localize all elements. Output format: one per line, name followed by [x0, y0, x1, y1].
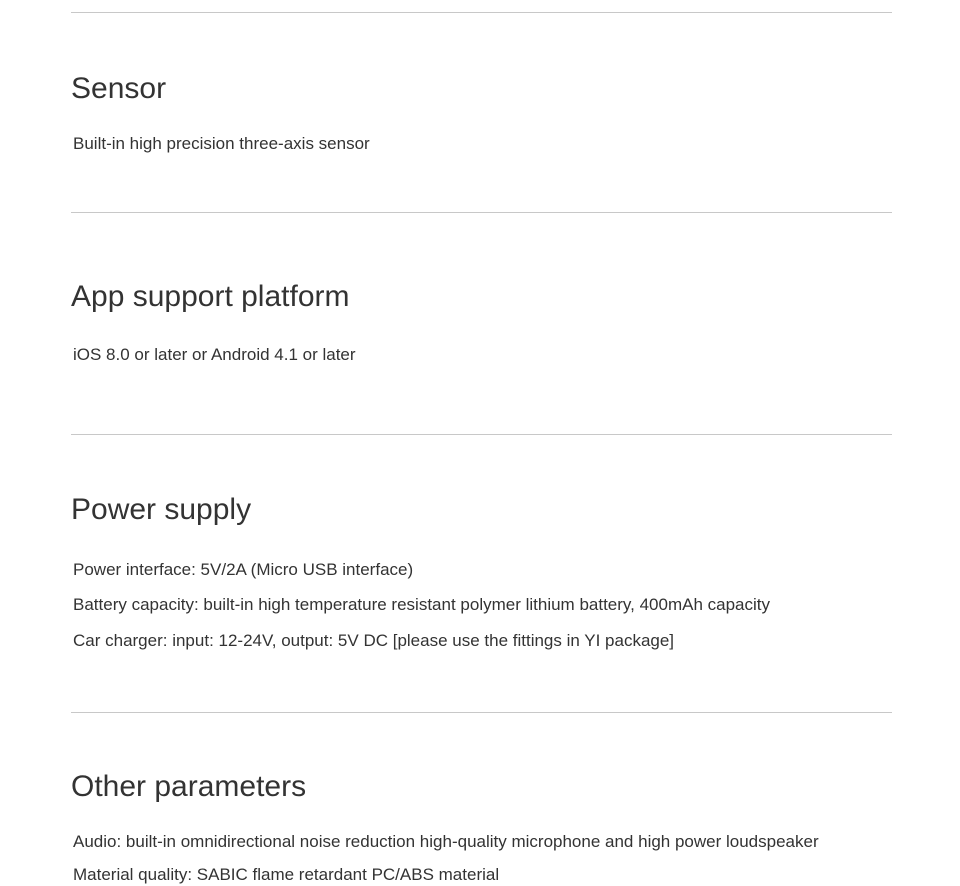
section-divider: [71, 12, 892, 13]
section-divider: [71, 212, 892, 213]
spec-line: Power interface: 5V/2A (Micro USB interface): [73, 560, 414, 579]
section-title: App support platform: [71, 280, 350, 313]
spec-line: Audio: built-in omnidirectional noise reduction high-quality microphone and high power loudspeaker: [73, 832, 819, 851]
section-divider: [71, 712, 892, 713]
section-title: Other parameters: [71, 770, 307, 803]
spec-line: iOS 8.0 or later or Android 4.1 or later: [73, 345, 356, 364]
section-title: Power supply: [71, 493, 252, 526]
spec-line: Built-in high precision three-axis sensor: [73, 134, 370, 153]
section-title: Sensor: [71, 72, 167, 105]
spec-line: Battery capacity: built-in high temperature resistant polymer lithium battery, 400mAh capacity: [73, 595, 770, 614]
spec-line: Material quality: SABIC flame retardant PC/ABS material: [73, 865, 500, 884]
section-divider: [71, 434, 892, 435]
spec-line: Car charger: input: 12-24V, output: 5V DC [please use the fittings in YI package]: [73, 631, 675, 650]
